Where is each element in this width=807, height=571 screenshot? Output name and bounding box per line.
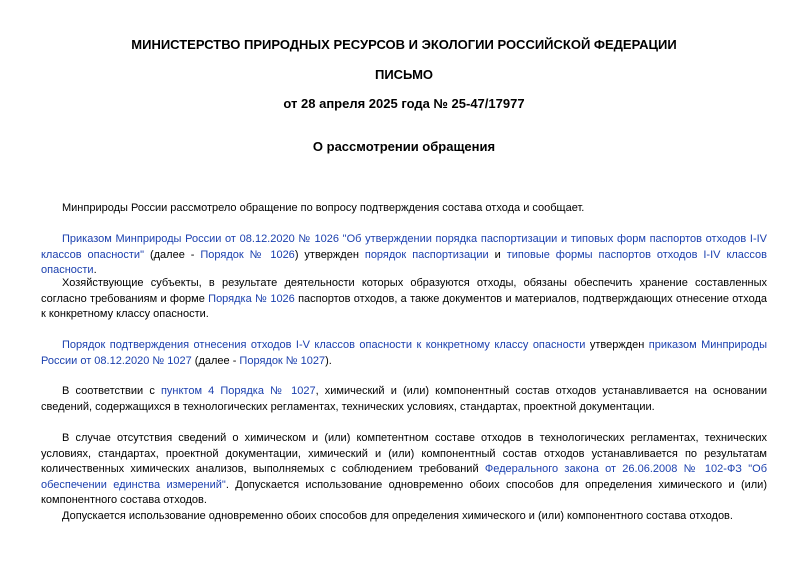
paragraph-text: . <box>93 264 97 276</box>
passport-forms-link[interactable]: типовые формы паспортов отходов I-IV классов опасности <box>41 248 767 276</box>
paragraph-text: и <box>488 248 507 261</box>
paragraph-text: . Допускается использование одновременно обоих способов для определения химического и (или) компонентного состава отходов. <box>41 478 767 506</box>
paragraph-7 <box>41 509 767 525</box>
order-1026-link[interactable]: Приказом Минприроды России от 08.12.2020 № 1026 "Об утверждении порядка паспортизации и типовых форм паспортов отходов I-IV классов опасности" <box>41 233 767 261</box>
ministry-heading: МИНИСТЕРСТВО ПРИРОДНЫХ РЕСУРСОВ И ЭКОЛОГИИ РОССИЙСКОЙ ФЕДЕРАЦИИ <box>131 37 677 52</box>
paragraph-text: Допускается использование одновременно обоих способов для определения химического и (или) компонентного состава отходов. <box>62 510 733 522</box>
paragraph-3 <box>41 276 767 323</box>
document-type: ПИСЬМО <box>374 67 434 82</box>
passportization-procedure-link[interactable]: порядок паспортизации <box>364 248 489 261</box>
paragraph-text: В случае отсутствия сведений о химическом и (или) компетентном составе отходов в технологических регламентах, технических условиях, стандартах, проектной документации, химический и (или) компонентный состав отходов устанавливается по результатам количественных химических анализов, выполняемых с соблюдением требований <box>41 432 767 475</box>
paragraph-text: паспортов отходов, а также документов и материалов, подтверждающих отнесение отхода к конкретному классу опасности. <box>41 292 767 320</box>
paragraph-4 <box>41 338 767 369</box>
document-date-number: от 28 апреля 2025 года № 25-47/17977 <box>283 96 525 111</box>
paragraph-6 <box>41 431 767 509</box>
paragraph-text: ). <box>325 354 332 367</box>
paragraph-2 <box>41 232 767 279</box>
paragraph-5 <box>41 384 767 415</box>
order-1027-link[interactable]: приказом Минприроды России от 08.12.2020 № 1027 <box>41 339 768 367</box>
procedure-1027-link[interactable]: Порядок № 1027 <box>239 354 326 367</box>
federal-law-102-link[interactable]: Федерального закона от 26.06.2008 № 102-ФЗ "Об обеспечении единства измерений" <box>41 463 767 491</box>
clause-4-procedure-1027-link[interactable]: пунктом 4 Порядка № 1027 <box>160 385 316 397</box>
document-subject: О рассмотрении обращения <box>312 139 496 154</box>
paragraph-text: Минприроды России рассмотрело обращение по вопросу подтверждения состава отхода и сообщает. <box>62 202 585 214</box>
procedure-1026-link[interactable]: Порядка № 1026 <box>208 292 295 305</box>
paragraph-text: ) утвержден <box>294 248 365 261</box>
paragraph-1 <box>41 201 767 217</box>
procedure-1026-link[interactable]: Порядок № 1026 <box>200 248 295 261</box>
paragraph-text: (далее - <box>191 354 240 367</box>
paragraph-text: утвержден <box>585 339 649 351</box>
paragraph-text: , химический и (или) компонентный состав отходов устанавливается на основании сведений, содержащихся в технологических регламентах, технических условиях, стандартах, проектной документации. <box>41 385 768 413</box>
paragraph-text: Хозяйствующие субъекты, в результате деятельности которых образуются отходы, обязаны обеспечить хранение составленных согласно требованиям и форме <box>41 277 767 305</box>
paragraph-text: В соответствии с <box>62 385 161 397</box>
paragraph-text: (далее - <box>144 248 201 261</box>
hazard-class-procedure-link[interactable]: Порядок подтверждения отнесения отходов I-V классов опасности к конкретному классу опасности <box>62 339 586 351</box>
